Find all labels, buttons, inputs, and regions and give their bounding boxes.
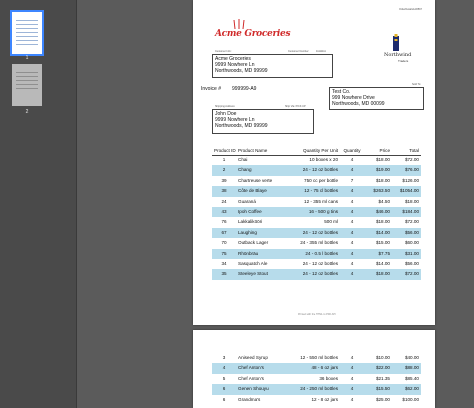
product-id-cell: 67: [221, 229, 227, 235]
price-cell: $25.00: [375, 396, 390, 402]
shipping-address-box: [212, 109, 314, 134]
column-header-total: Total: [409, 148, 419, 153]
northwind-lighthouse-icon: [389, 34, 403, 52]
table-row: [212, 395, 421, 405]
price-cell: $18.00: [375, 271, 390, 277]
quantity-cell: 4: [350, 219, 354, 225]
product-id-cell: 35: [221, 271, 227, 277]
product-name-cell: Rhönbräu: [238, 250, 259, 256]
page-thumbnail-1[interactable]: [12, 12, 42, 54]
quantity-cell: 4: [350, 396, 354, 402]
product-id-cell: 34: [221, 261, 227, 267]
table-row: [212, 155, 421, 165]
quantity-cell: 4: [350, 240, 354, 246]
price-cell: $14.00: [375, 261, 390, 267]
product-id-cell: 38: [221, 188, 227, 194]
table-row: [212, 259, 421, 269]
quantity-cell: 4: [350, 250, 354, 256]
total-cell: $40.00: [404, 355, 419, 360]
product-name-cell: Chef Anton's: [238, 365, 264, 371]
table-row: [212, 197, 421, 207]
product-name-cell: Chang: [238, 167, 252, 173]
quantity-cell: 4: [350, 375, 354, 381]
total-cell: $60.00: [404, 240, 419, 246]
table-row: [212, 176, 421, 186]
product-id-cell: 5: [222, 375, 226, 381]
total-cell: $100.00: [402, 396, 419, 402]
quantity-cell: 4: [350, 167, 354, 173]
table-row: [212, 363, 421, 373]
thumbnail-label-2: 2: [25, 109, 29, 115]
total-cell: $88.00: [404, 365, 419, 371]
product-id-cell: 4: [222, 365, 226, 371]
price-cell: $15.50: [375, 386, 390, 392]
quantity-per-unit-cell: 16 - 500 g tins: [308, 209, 338, 215]
invoice-number-label: Invoice #: [201, 86, 222, 92]
total-cell: $1054.00: [399, 188, 419, 194]
product-id-cell: 70: [221, 240, 227, 246]
product-name-cell: Ipoh Coffee: [238, 209, 262, 215]
column-header-quantity-per-unit: Quantity Per Unit: [303, 148, 338, 153]
column-header-price: Price: [379, 148, 390, 153]
quantity-per-unit-cell: 12 - 550 ml bottles: [300, 355, 338, 360]
table-header-row: [212, 147, 421, 155]
total-cell: $126.00: [402, 177, 419, 183]
table-row: [212, 165, 421, 175]
quantity-cell: 4: [350, 209, 354, 215]
shipping-address-label: Shipping Address:: [215, 105, 236, 108]
price-cell: $4.50: [378, 198, 390, 204]
quantity-per-unit-cell: 500 ml: [324, 219, 338, 225]
customer-number-label: Customer Number:: [288, 50, 310, 53]
table-row: [212, 238, 421, 248]
product-name-cell: Côte de Blaye: [238, 188, 267, 194]
quantity-per-unit-cell: 12 - 8 oz jars: [311, 396, 338, 402]
sold-to-box: [329, 87, 424, 110]
table-row: [212, 186, 421, 196]
table-row: [212, 353, 421, 363]
price-cell: $22.00: [375, 365, 390, 371]
product-name-cell: Chai: [238, 157, 248, 162]
customer-line-2: 9999 Nowhere Ln: [215, 62, 255, 68]
invoice-page-2: [193, 330, 435, 408]
vendor-subtitle: Traders: [398, 59, 409, 63]
product-id-cell: 76: [221, 219, 227, 225]
column-header-product-name: Product Name: [238, 148, 268, 153]
price-cell: $14.00: [375, 229, 390, 235]
table-row: [212, 228, 421, 238]
product-id-cell: 39: [221, 177, 227, 183]
price-cell: $263.50: [373, 188, 390, 194]
product-id-cell: 43: [221, 209, 227, 215]
product-id-cell: 24: [221, 198, 227, 204]
quantity-per-unit-cell: 24 - 355 ml bottles: [300, 240, 338, 246]
price-cell: $18.00: [375, 177, 390, 183]
total-cell: $76.00: [404, 167, 419, 173]
quantity-per-unit-cell: 48 - 6 oz jars: [311, 365, 338, 371]
quantity-cell: 4: [350, 188, 354, 194]
price-cell: $10.00: [375, 355, 390, 360]
customer-line-1: Acme Groceries: [215, 56, 251, 62]
customer-number: 11111111: [316, 50, 326, 53]
product-table-continued: [212, 353, 421, 405]
sold-to-line-3: Northwoods, MD 00099: [332, 101, 385, 107]
product-name-cell: Sasquatch Ale: [238, 261, 268, 267]
product-name-cell: Aniseed Syrup: [238, 355, 268, 360]
thumbnail-label-1: 1: [25, 55, 29, 61]
product-name-cell: Steeleye Stout: [238, 271, 268, 277]
quantity-per-unit-cell: 10 boxes x 20: [309, 157, 338, 162]
price-cell: $18.00: [375, 157, 390, 162]
invoice-page-1: [193, 0, 435, 325]
quantity-per-unit-cell: 24 - 12 oz bottles: [302, 167, 338, 173]
customer-info-label: Customer Info:: [215, 50, 232, 53]
quantity-cell: 7: [350, 177, 354, 183]
product-id-cell: 6: [222, 396, 226, 402]
product-id-cell: 75: [221, 250, 227, 256]
table-row: [212, 207, 421, 217]
table-row: [212, 374, 421, 384]
table-row: [212, 249, 421, 259]
quantity-per-unit-cell: 24 - 0.5 l bottles: [305, 250, 338, 256]
product-name-cell: Genen Shouyu: [238, 386, 269, 392]
quantity-cell: 4: [350, 261, 354, 267]
quantity-per-unit-cell: 24 - 12 oz bottles: [302, 261, 338, 267]
customer-info-box: [212, 54, 333, 78]
company-logo: Acme Groceries: [215, 29, 291, 39]
invoice-number: 999999-A9: [232, 86, 257, 92]
quantity-cell: 4: [350, 157, 354, 162]
price-cell: $19.00: [375, 167, 390, 173]
quantity-cell: 4: [350, 365, 354, 371]
product-name-cell: Chef Anton's: [238, 375, 264, 381]
page-footer: Printed with the HTML to PDF API: [298, 313, 336, 316]
total-cell: $56.00: [404, 261, 419, 267]
total-cell: $85.40: [404, 375, 419, 381]
quantity-cell: 4: [350, 386, 354, 392]
ship-via-label: Ship Via: PICK UP: [285, 105, 306, 108]
header-reference: OrderDetails1AFB67: [399, 8, 423, 11]
quantity-cell: 4: [350, 229, 354, 235]
sold-to-line-2: 999 Nowhere Drive: [332, 95, 375, 101]
quantity-per-unit-cell: 12 - 75 cl bottles: [304, 188, 338, 194]
price-cell: $15.00: [375, 240, 390, 246]
price-cell: $46.00: [375, 209, 390, 215]
vendor-name: Northwind: [384, 52, 412, 58]
table-row: [212, 384, 421, 394]
quantity-per-unit-cell: 24 - 250 ml bottles: [300, 386, 338, 392]
product-name-cell: Guaraná: [238, 198, 256, 204]
total-cell: $72.00: [404, 157, 419, 162]
sold-to-label: Sold To:: [412, 83, 421, 86]
customer-line-3: Northwoods, MD 99999: [215, 68, 268, 74]
price-cell: $21.35: [375, 375, 390, 381]
total-cell: $72.00: [404, 271, 419, 277]
page-thumbnail-2[interactable]: [12, 64, 42, 106]
shipping-line-2: 9999 Nowhere Ln: [215, 117, 255, 123]
product-id-cell: 6: [222, 386, 226, 392]
table-row: [212, 217, 421, 227]
product-name-cell: Lakkalikööri: [238, 219, 263, 225]
total-cell: $62.00: [404, 386, 419, 392]
column-header-quantity: Quantity: [343, 148, 361, 153]
quantity-cell: 4: [350, 198, 354, 204]
quantity-per-unit-cell: 12 - 355 ml cans: [304, 198, 338, 204]
quantity-per-unit-cell: 24 - 12 oz bottles: [302, 271, 338, 277]
total-cell: $18.00: [404, 198, 419, 204]
total-cell: $72.00: [404, 219, 419, 225]
quantity-cell: 4: [350, 355, 354, 360]
total-cell: $184.00: [402, 209, 419, 215]
product-name-cell: Laughing: [238, 229, 257, 235]
product-id-cell: 1: [222, 157, 226, 162]
product-name-cell: Chartreuse verte: [238, 177, 273, 183]
shipping-line-3: Northwoods, MD 99999: [215, 123, 268, 129]
table-row: [212, 269, 421, 279]
quantity-per-unit-cell: 24 - 12 oz bottles: [302, 229, 338, 235]
quantity-per-unit-cell: 36 boxes: [319, 375, 338, 381]
total-cell: $31.00: [404, 250, 419, 256]
total-cell: $56.00: [404, 229, 419, 235]
quantity-per-unit-cell: 750 cc per bottle: [304, 177, 338, 183]
column-header-product-id: Product ID: [214, 148, 236, 153]
quantity-cell: 4: [350, 271, 354, 277]
shipping-line-1: John Doe: [215, 111, 237, 117]
product-id-cell: 2: [222, 167, 226, 173]
product-id-cell: 3: [222, 355, 226, 360]
price-cell: $7.75: [378, 250, 390, 256]
product-table: [212, 147, 421, 280]
product-name-cell: Outback Lager: [238, 240, 269, 246]
sold-to-line-1: Test Co.: [332, 89, 351, 95]
product-name-cell: Grandma's: [238, 396, 261, 402]
price-cell: $18.00: [375, 219, 390, 225]
thumbnail-sidebar: [0, 0, 77, 408]
